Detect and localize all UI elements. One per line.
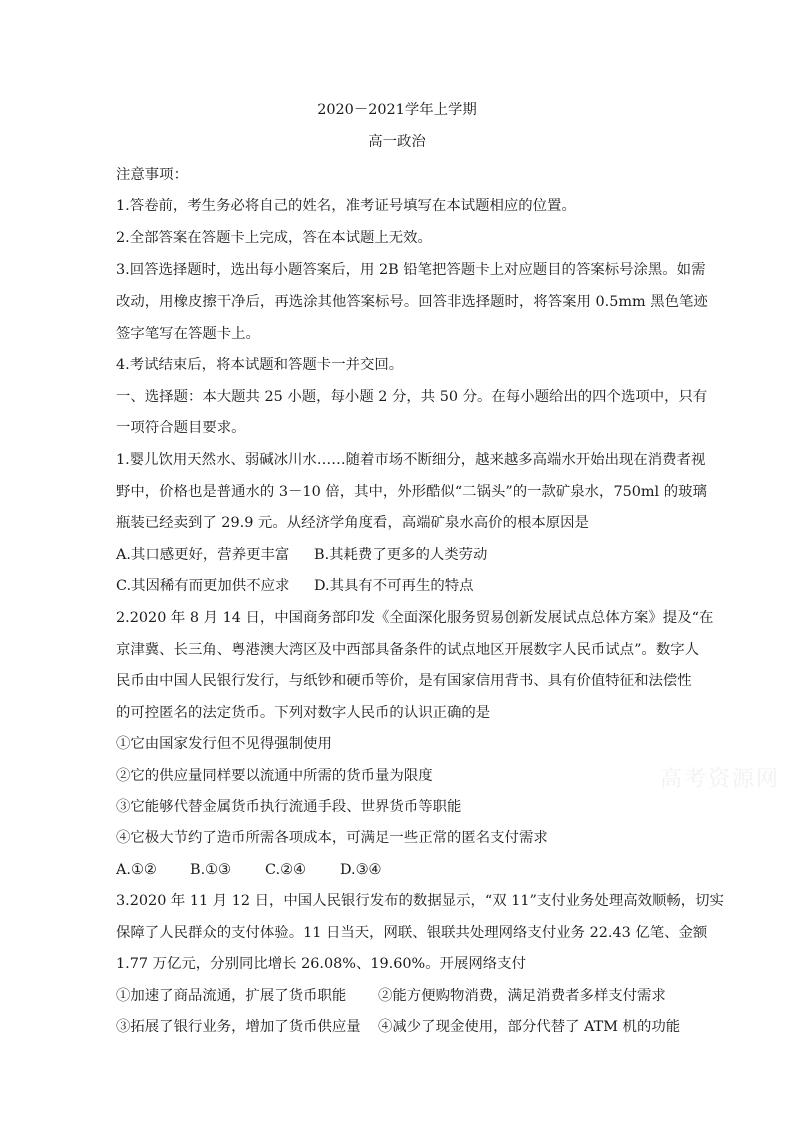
- q1-stem: 1.婴儿饮用天然水、弱碱冰川水……随着市场不断细分，越来越多高端水开始出现在消费者视: [116, 452, 706, 468]
- q1-stem: 瓶装已经卖到了 29.9 元。从经济学角度看，高端矿泉水高价的根本原因是: [116, 515, 589, 531]
- notice-title: 注意事项：: [116, 167, 188, 183]
- q2-stem: 民币由中国人民银行发行，与纸钞和硬币等价，是有国家信用背书、具有价值特征和法偿性: [116, 673, 692, 689]
- q1-stem: 野中，价格也是普通水的 3－10 倍，其中，外形酷似“二锅头”的一款矿泉水，750ml 的玻璃: [116, 484, 707, 500]
- watermark: 高考资源网: [660, 767, 781, 792]
- q3-statement-1: ①加速了商品流通，扩展了货币职能: [116, 988, 347, 1004]
- q2-option-d: D.③④: [340, 862, 382, 878]
- notice-item: 签字笔写在答题卡上。: [116, 326, 260, 342]
- notice-item: 3.回答选择题时，选出每小题答案后，用 2B 铅笔把答题卡上对应题目的答案标号涂黑。如需: [116, 262, 706, 278]
- q2-stem: 京津冀、长三角、粤港澳大湾区及中西部具备条件的试点地区开展数字人民币试点”。数字人: [116, 642, 699, 658]
- q1-option-b: B.其耗费了更多的人类劳动: [314, 547, 488, 563]
- q3-stem: 3.2020 年 11 月 12 日，中国人民银行发布的数据显示，“双 11”支付业务处理高效顺畅，切实: [116, 893, 724, 909]
- notice-item: 2.全部答案在答题卡上完成，答在本试题上无效。: [116, 230, 432, 246]
- q2-option-b: B.①③: [190, 862, 231, 878]
- q3-statement-4: ④减少了现金使用，部分代替了 ATM 机的功能: [378, 1019, 681, 1035]
- q3-statement-3: ③拓展了银行业务，增加了货币供应量: [116, 1019, 361, 1035]
- q2-statement: ③它能够代替金属货币执行流通手段、世界货币等职能: [116, 799, 462, 815]
- notice-item: 改动，用橡皮擦干净后，再选涂其他答案标号。回答非选择题时，将答案用 0.5mm 黑色笔迹: [116, 294, 708, 310]
- q2-statement: ①它由国家发行但不见得强制使用: [116, 736, 332, 752]
- q3-statement-2: ②能方便购物消费，满足消费者多样支付需求: [378, 988, 666, 1004]
- section-heading: 一项符合题目要求。: [116, 420, 246, 436]
- section-heading: 一、选择题：本大题共 25 小题，每小题 2 分，共 50 分。在每小题给出的四个选项中，只有: [116, 389, 708, 405]
- q2-stem: 2.2020 年 8 月 14 日，中国商务部印发《全面深化服务贸易创新发展试点总体方案》提及“在: [116, 610, 714, 626]
- q2-statement: ④它极大节约了造币所需各项成本，可满足一些正常的匿名支付需求: [116, 830, 548, 846]
- q1-option-a: A.其口感更好，营养更丰富: [116, 547, 290, 563]
- q3-stem: 保障了人民群众的支付体验。11 日当天，网联、银联共处理网络支付业务 22.43 亿笔、金额: [116, 925, 708, 941]
- exam-term: 2020－2021学年上学期: [317, 102, 477, 118]
- exam-subject: 高一政治: [368, 134, 426, 150]
- q2-statement: ②它的供应量同样要以流通中所需的货币量为限度: [116, 768, 433, 784]
- q2-option-a: A.①②: [116, 862, 157, 878]
- notice-item: 1.答卷前，考生务必将自己的姓名，准考证号填写在本试题相应的位置。: [116, 198, 576, 214]
- q3-stem: 1.77 万亿元，分别同比增长 26.08%、19.60%。开展网络支付: [116, 956, 526, 972]
- notice-item: 4.考试结束后，将本试题和答题卡一并交回。: [116, 357, 404, 373]
- q1-option-d: D.其具有不可再生的特点: [314, 578, 474, 594]
- q1-option-c: C.其因稀有而更加供不应求: [116, 578, 290, 594]
- q2-option-c: C.②④: [265, 862, 306, 878]
- q2-stem: 的可控匿名的法定货币。下列对数字人民币的认识正确的是: [116, 705, 491, 721]
